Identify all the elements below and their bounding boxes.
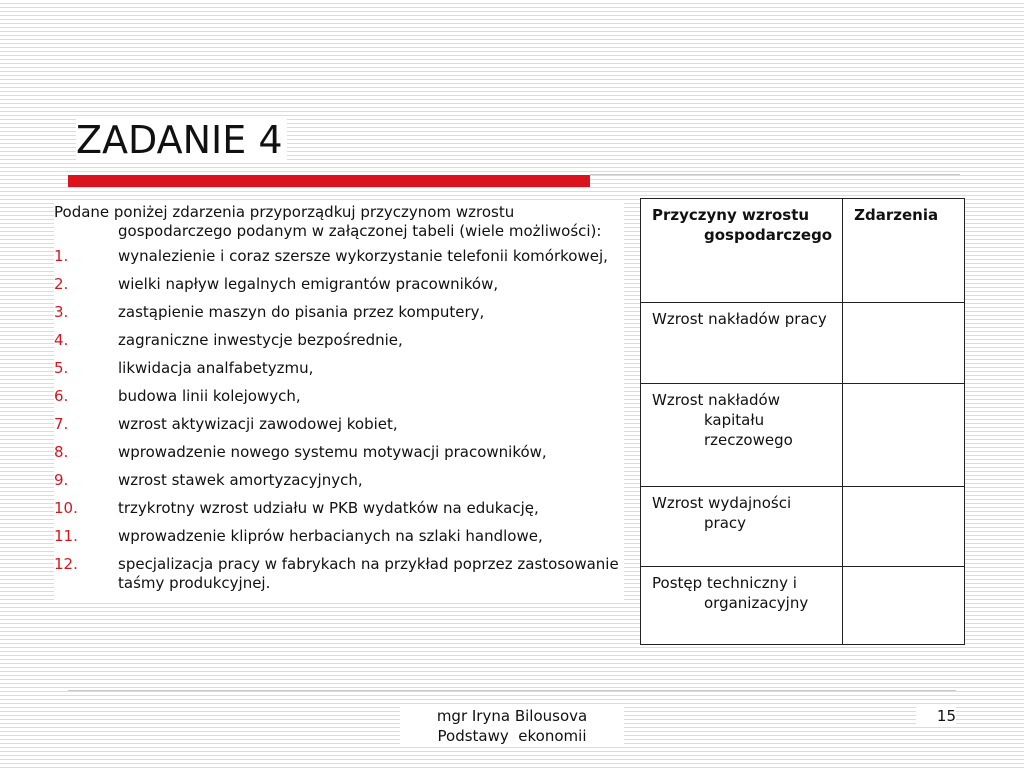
header-cell-causes: Przyczyny wzrostu gospodarczego — [641, 199, 843, 303]
title-underline-red-bar — [68, 175, 590, 187]
cause-cell: Wzrost wydajności pracy — [641, 487, 843, 567]
event-list-item — [54, 359, 624, 378]
event-list-item — [54, 471, 624, 490]
event-number: 11. — [54, 527, 78, 545]
cause-cell: Postęp techniczny i organizacyjny — [641, 567, 843, 645]
event-text: wzrost stawek amortyzacyjnych, — [118, 471, 363, 489]
event-text: zastąpienie maszyn do pisania przez komputery, — [118, 303, 485, 321]
causes-table — [640, 198, 965, 645]
title-underline-thin-line — [590, 174, 960, 175]
event-number: 2. — [54, 275, 69, 293]
event-list-item — [54, 555, 624, 593]
cause-cell: Wzrost nakładów pracy — [641, 303, 843, 384]
events-cell[interactable] — [843, 567, 965, 645]
event-list-item — [54, 331, 624, 350]
footer-author — [400, 706, 624, 746]
event-text: wzrost aktywizacji zawodowej kobiet, — [118, 415, 398, 433]
title-underline — [68, 174, 960, 188]
event-number: 8. — [54, 443, 69, 461]
event-number: 7. — [54, 415, 69, 433]
slide-title: ZADANIE 4 — [76, 118, 287, 162]
event-text: likwidacja analfabetyzmu, — [118, 359, 314, 377]
table-row — [641, 384, 965, 487]
events-cell[interactable] — [843, 384, 965, 487]
event-text: trzykrotny wzrost udziału w PKB wydatków na edukację, — [118, 499, 539, 517]
footer-author-name: mgr Iryna Bilousova — [436, 707, 588, 725]
cause-cell: Wzrost nakładów kapitału rzeczowego — [641, 384, 843, 487]
event-text: wynalezienie i coraz szersze wykorzystanie telefonii komórkowej, — [118, 247, 608, 265]
event-number: 3. — [54, 303, 69, 321]
table-row — [641, 487, 965, 567]
event-number: 10. — [54, 499, 78, 517]
table-row — [641, 303, 965, 384]
event-list-item — [54, 303, 624, 322]
page-number: 15 — [916, 706, 956, 726]
event-text: wprowadzenie nowego systemu motywacji pracowników, — [118, 443, 547, 461]
event-list-item — [54, 387, 624, 406]
event-text: wprowadzenie kliprów herbacianych na szlaki handlowe, — [118, 527, 543, 545]
event-list-item — [54, 415, 624, 434]
event-list-item — [54, 247, 624, 266]
events-cell[interactable] — [843, 487, 965, 567]
event-list-item — [54, 275, 624, 294]
event-text: wielki napływ legalnych emigrantów pracowników, — [118, 275, 499, 293]
event-number: 5. — [54, 359, 69, 377]
event-list-item — [54, 527, 624, 546]
table-row — [641, 567, 965, 645]
table-header-row — [641, 199, 965, 303]
event-list-item — [54, 443, 624, 462]
event-number: 4. — [54, 331, 69, 349]
events-cell[interactable] — [843, 303, 965, 384]
event-number: 9. — [54, 471, 69, 489]
event-list — [54, 247, 624, 593]
task-body — [54, 203, 624, 602]
event-text: budowa linii kolejowych, — [118, 387, 301, 405]
event-text: specjalizacja pracy w fabrykach na przykład poprzez zastosowanie taśmy produkcyjnej. — [118, 555, 619, 592]
event-number: 12. — [54, 555, 78, 573]
header-cell-events: Zdarzenia — [843, 199, 965, 303]
event-number: 1. — [54, 247, 69, 265]
event-text: zagraniczne inwestycje bezpośrednie, — [118, 331, 403, 349]
event-number: 6. — [54, 387, 69, 405]
task-instruction: Podane poniżej zdarzenia przyporządkuj przyczynom wzrostu gospodarczego podanym w załączonej tabeli (wiele możliwości): — [54, 203, 602, 240]
footer-course-name: Podstawy ekonomii — [437, 727, 587, 745]
event-list-item — [54, 499, 624, 518]
footer-divider — [68, 690, 956, 691]
